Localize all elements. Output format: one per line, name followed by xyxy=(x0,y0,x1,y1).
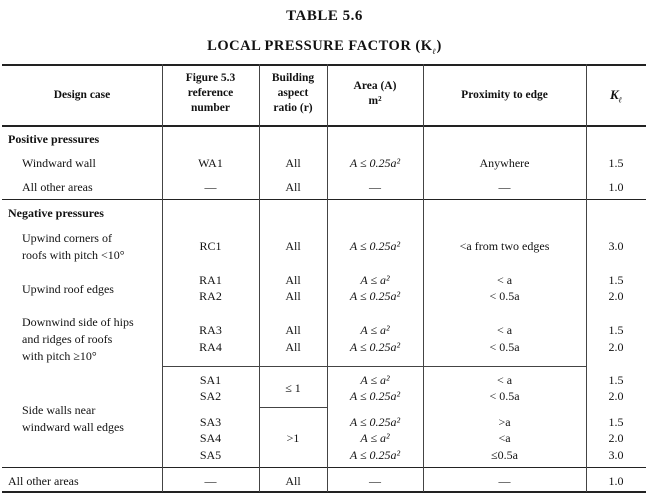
case-upwind-roof-edges: Upwind roof edges xyxy=(22,282,114,296)
area-sa3: A ≤ 0.25a² xyxy=(349,415,401,429)
area-ra3: A ≤ a² xyxy=(360,323,390,337)
case-positive-other: All other areas xyxy=(22,180,93,194)
section-positive: Positive pressures xyxy=(8,132,100,146)
ref-ra3: RA3 xyxy=(199,323,222,337)
proximity-positive-other: — xyxy=(498,180,511,194)
rule-sa-group xyxy=(162,366,586,367)
area-ra2: A ≤ 0.25a² xyxy=(349,289,401,303)
ref-wa1: WA1 xyxy=(198,156,223,170)
ratio-wa1: All xyxy=(285,156,301,170)
rule-ratio-split xyxy=(259,407,327,408)
k-sa4: 2.0 xyxy=(608,431,624,445)
k-wa1: 1.5 xyxy=(608,156,624,170)
ratio-ra3: All xyxy=(285,323,301,337)
case-rc1: Upwind corners of roofs with pitch <10° xyxy=(22,231,125,262)
rule-bottom xyxy=(2,491,646,493)
k-ra3: 1.5 xyxy=(608,323,624,337)
ratio-ra4: All xyxy=(285,340,301,354)
ref-ra4: RA4 xyxy=(199,340,222,354)
proximity-sa1: < a xyxy=(496,373,513,387)
area-sa4: A ≤ a² xyxy=(360,431,390,445)
area-negative-other: — xyxy=(369,474,381,488)
ref-positive-other: — xyxy=(204,180,217,194)
ref-sa5: SA5 xyxy=(199,448,222,462)
k-sa5: 3.0 xyxy=(608,448,624,462)
ref-ra1: RA1 xyxy=(199,273,222,287)
ref-sa3: SA3 xyxy=(199,415,222,429)
k-ra4: 2.0 xyxy=(608,340,624,354)
k-sa1: 1.5 xyxy=(608,373,624,387)
case-windward-wall: Windward wall xyxy=(22,156,96,170)
proximity-wa1: Anywhere xyxy=(479,156,530,170)
proximity-sa3: >a xyxy=(498,415,511,429)
ref-sa4: SA4 xyxy=(199,431,222,445)
table-number: TABLE 5.6 xyxy=(286,8,363,24)
ratio-sa3-sa5: >1 xyxy=(286,431,300,445)
proximity-ra2: < 0.5a xyxy=(489,289,520,303)
ref-negative-other: — xyxy=(204,474,217,488)
case-negative-other: All other areas xyxy=(8,474,79,488)
k-negative-other: 1.0 xyxy=(608,474,624,488)
rule-top xyxy=(2,64,646,66)
header-k-factor: $K_\ell$ xyxy=(609,87,623,105)
ratio-negative-other: All xyxy=(285,474,301,488)
ratio-ra2: All xyxy=(285,289,301,303)
area-sa1: A ≤ a² xyxy=(360,373,390,387)
ratio-sa1-sa2: ≤ 1 xyxy=(285,381,301,395)
proximity-sa2: < 0.5a xyxy=(489,389,520,403)
k-sa3: 1.5 xyxy=(608,415,624,429)
ratio-ra1: All xyxy=(285,273,301,287)
ratio-positive-other: All xyxy=(285,180,301,194)
proximity-ra4: < 0.5a xyxy=(489,340,520,354)
proximity-sa4: <a xyxy=(498,431,511,445)
ref-ra2: RA2 xyxy=(199,289,222,303)
area-rc1: A ≤ 0.25a² xyxy=(349,239,401,253)
header-design-case: Design case xyxy=(53,89,111,101)
header-area: Area (A) m² xyxy=(353,80,397,107)
proximity-negative-other: — xyxy=(498,474,511,488)
k-sa2: 2.0 xyxy=(608,389,624,403)
proximity-ra3: < a xyxy=(496,323,513,337)
case-side-walls: Side walls near windward wall edges xyxy=(22,403,124,434)
k-rc1: 3.0 xyxy=(608,239,624,253)
case-downwind-hips: Downwind side of hips and ridges of roofs with pitch ≥10° xyxy=(22,315,134,363)
area-ra1: A ≤ a² xyxy=(360,273,390,287)
area-ra4: A ≤ 0.25a² xyxy=(349,340,401,354)
k-ra1: 1.5 xyxy=(608,273,624,287)
k-positive-other: 1.0 xyxy=(608,180,624,194)
header-proximity: Proximity to edge xyxy=(461,89,548,101)
area-sa2: A ≤ 0.25a² xyxy=(349,389,401,403)
proximity-ra1: < a xyxy=(496,273,513,287)
header-figure-ref: Figure 5.3 reference number xyxy=(185,72,236,114)
header-aspect-ratio: Building aspect ratio (r) xyxy=(271,72,315,114)
area-positive-other: — xyxy=(369,180,381,194)
proximity-sa5: ≤0.5a xyxy=(491,448,518,462)
ref-rc1: RC1 xyxy=(199,239,222,253)
ref-sa1: SA1 xyxy=(199,373,222,387)
area-sa5: A ≤ 0.25a² xyxy=(349,448,401,462)
k-ra2: 2.0 xyxy=(608,289,624,303)
area-wa1: A ≤ 0.25a² xyxy=(349,156,401,170)
rule-header-bottom xyxy=(2,125,646,127)
rule-last-row xyxy=(2,467,646,468)
proximity-rc1: <a from two edges xyxy=(459,239,550,253)
rule-section xyxy=(2,199,646,200)
section-negative: Negative pressures xyxy=(8,206,104,220)
table-title: LOCAL PRESSURE FACTOR $(K_\ell)$ xyxy=(207,38,442,56)
ref-sa2: SA2 xyxy=(199,389,222,403)
ratio-rc1: All xyxy=(285,239,301,253)
